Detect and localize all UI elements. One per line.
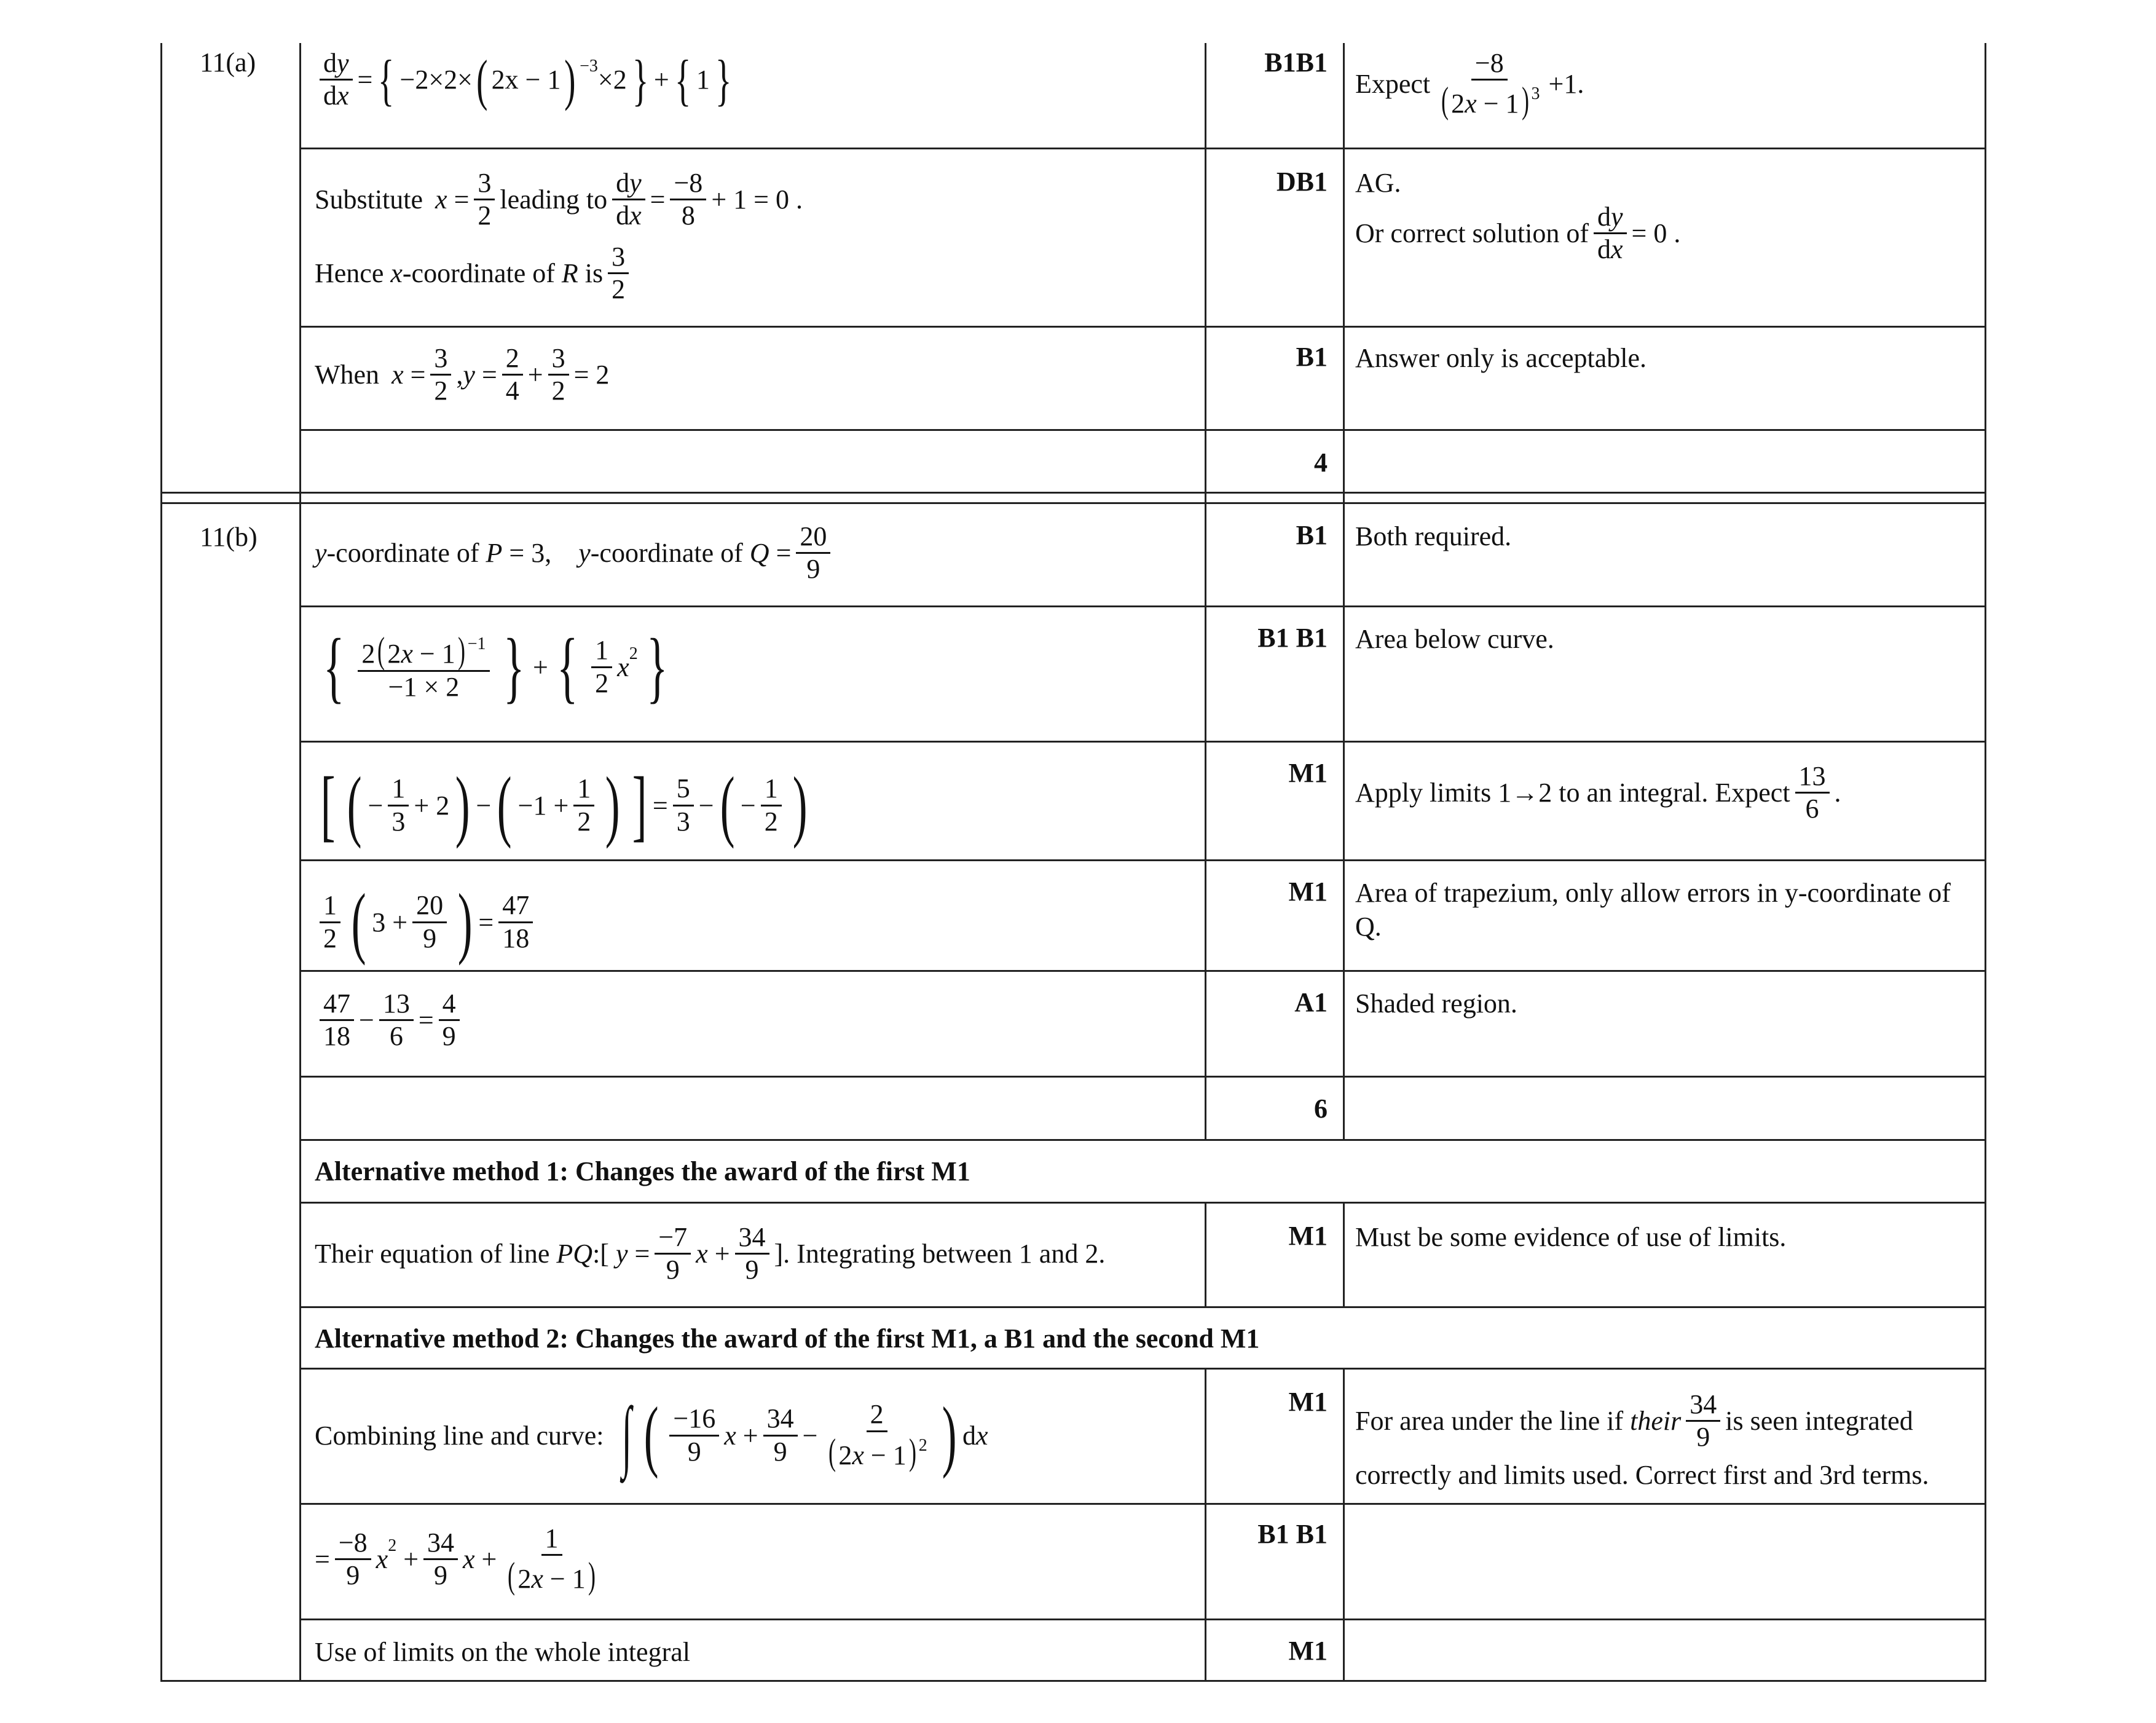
answer-cell: [ ( − $\frac{1}{3}$ + 2 ) − ( −1 + $\frac{1}{2}$ ) ] = $\frac{5}{3}$ − ( − $\frac{1}{2}$ ) [320,761,808,850]
mark-cell: M1 [1288,1636,1328,1666]
table-border [1343,1203,1345,1307]
guidance-cell: Apply limits 1→2 to an integral. Expect $\frac{13}{6}$ . [1355,761,1841,824]
guidance-emphasis: their [1630,1406,1682,1437]
guidance-cell: For area under the line if their $\frac{34}{9}$ is seen integrated [1355,1389,1913,1453]
row-divider [299,1076,1986,1078]
row-divider [299,148,1986,149]
row-divider [299,326,1986,328]
mark-cell: B1 B1 [1257,1519,1328,1549]
row-divider [299,1139,1986,1141]
guidance-cell: Shaded region. [1355,988,1517,1019]
guidance-cell: Answer only is acceptable. [1355,343,1647,373]
guidance-cell: Must be some evidence of use of limits. [1355,1222,1787,1252]
guidance-cell: Expect $\frac{-8}{(2x - 1) ^3}$ +1. [1355,48,1584,121]
mark-cell: B1 B1 [1257,623,1328,653]
section-divider [160,492,1986,494]
row-divider [299,1202,1986,1204]
answer-cell: = $\frac{-8}{9}$ x 2 + $\frac{34}{9}$ x + $\frac{1}{(2x - 1)}$ [315,1523,596,1596]
guidance-cell: Area below curve. [1355,624,1554,654]
row-divider [299,1503,1986,1505]
total-mark: 4 [1314,448,1328,478]
mark-cell: M1 [1288,1221,1328,1251]
answer-cell: When x = $\frac{3}{2}$ , y = $\frac{2}{4}$ + $\frac{3}{2}$ = 2 [315,343,610,406]
mark-cell: B1 [1296,520,1328,550]
answer-cell: $\frac{dy}{dx}$ = { −2×2× ( 2x − 1 ) −3 ×2 } + { 1 } [315,49,737,110]
mark-cell: DB1 [1276,167,1328,197]
guidance-cell: Area of trapezium, only allow errors in y-coordinate of Q. [1355,878,1951,942]
table-border [1205,43,1206,1140]
alt-method-heading: Alternative method 2: Changes the award of the first M1, a B1 and the second M1 [315,1323,1260,1354]
answer-cell: $\frac{47}{18}$ − $\frac{13}{6}$ = $\frac{4}{9}$ [315,990,465,1051]
row-divider [299,1306,1986,1308]
answer-cell: Substitute x = $\frac{3}{2}$ leading to $\frac{dy}{dx}$ = $\frac{-8}{8}$ + 1 = 0 . [315,168,803,231]
table-border [299,43,301,1681]
guidance-text: Expect [1355,69,1431,100]
mark-cell: B1B1 [1264,47,1328,77]
answer-cell: Their equation of line PQ:[ y = $\frac{-7}{9}$ x + $\frac{34}{9}$ ]. Integrating between 1 and 2. [315,1222,1106,1285]
guidance-text: +1. [1548,69,1584,100]
table-border [1343,1369,1345,1681]
row-divider [299,1368,1986,1370]
row-divider [299,1619,1986,1620]
guidance-cell: Or correct solution of $\frac{dy}{dx}$ = 0 . [1355,202,1681,265]
alt-method-heading: Alternative method 1: Changes the award of the first M1 [315,1156,970,1186]
answer-cell: Combining line and curve: ∫ ( $\frac{-16}{9}$ x + $\frac{34}{9}$ − $\frac{2}{(2x - 1) ^2}$ ) dx [315,1391,988,1480]
row-divider [299,429,1986,431]
total-mark: 6 [1314,1094,1328,1124]
mark-cell: M1 [1288,758,1328,788]
answer-cell: $\frac{1}{2}$ ( 3 + $\frac{20}{9}$ ) = $\frac{47}{18}$ [315,882,538,962]
answer-cell: Hence x-coordinate of R is $\frac{3}{2}$ [315,243,634,304]
guidance-text: For area under the line if [1355,1406,1624,1437]
table-border [160,43,162,1681]
table-border [1205,1203,1206,1307]
answer-cell: y-coordinate of P = 3, y-coordinate of Q = $\frac{20}{9}$ [315,522,835,583]
row-divider [299,970,1986,972]
mark-cell: M1 [1288,877,1328,907]
question-number: 11(b) [200,522,258,552]
row-divider [299,605,1986,607]
section-divider [160,502,1986,504]
mark-cell: B1 [1296,342,1328,372]
guidance-cell: Both required. [1355,521,1512,551]
mark-cell: A1 [1294,987,1328,1017]
answer-cell: Use of limits on the whole integral [315,1637,690,1667]
mark-cell: M1 [1288,1387,1328,1417]
guidance-cell: AG. [1355,168,1401,198]
answer-cell: { $\frac{2(2x - 1) ^{-1}}{-1 \times 2}$ } + { $\frac{1}{2}$ x 2 } [323,623,668,711]
table-bottom [160,1680,1986,1682]
table-border [1985,43,1986,1681]
guidance-text: is seen integrated [1725,1406,1913,1437]
table-border [1343,43,1345,1140]
row-divider [299,859,1986,861]
row-divider [299,741,1986,743]
guidance-cell: correctly and limits used. Correct first and 3rd terms. [1355,1460,1929,1490]
question-number: 11(a) [200,47,256,77]
